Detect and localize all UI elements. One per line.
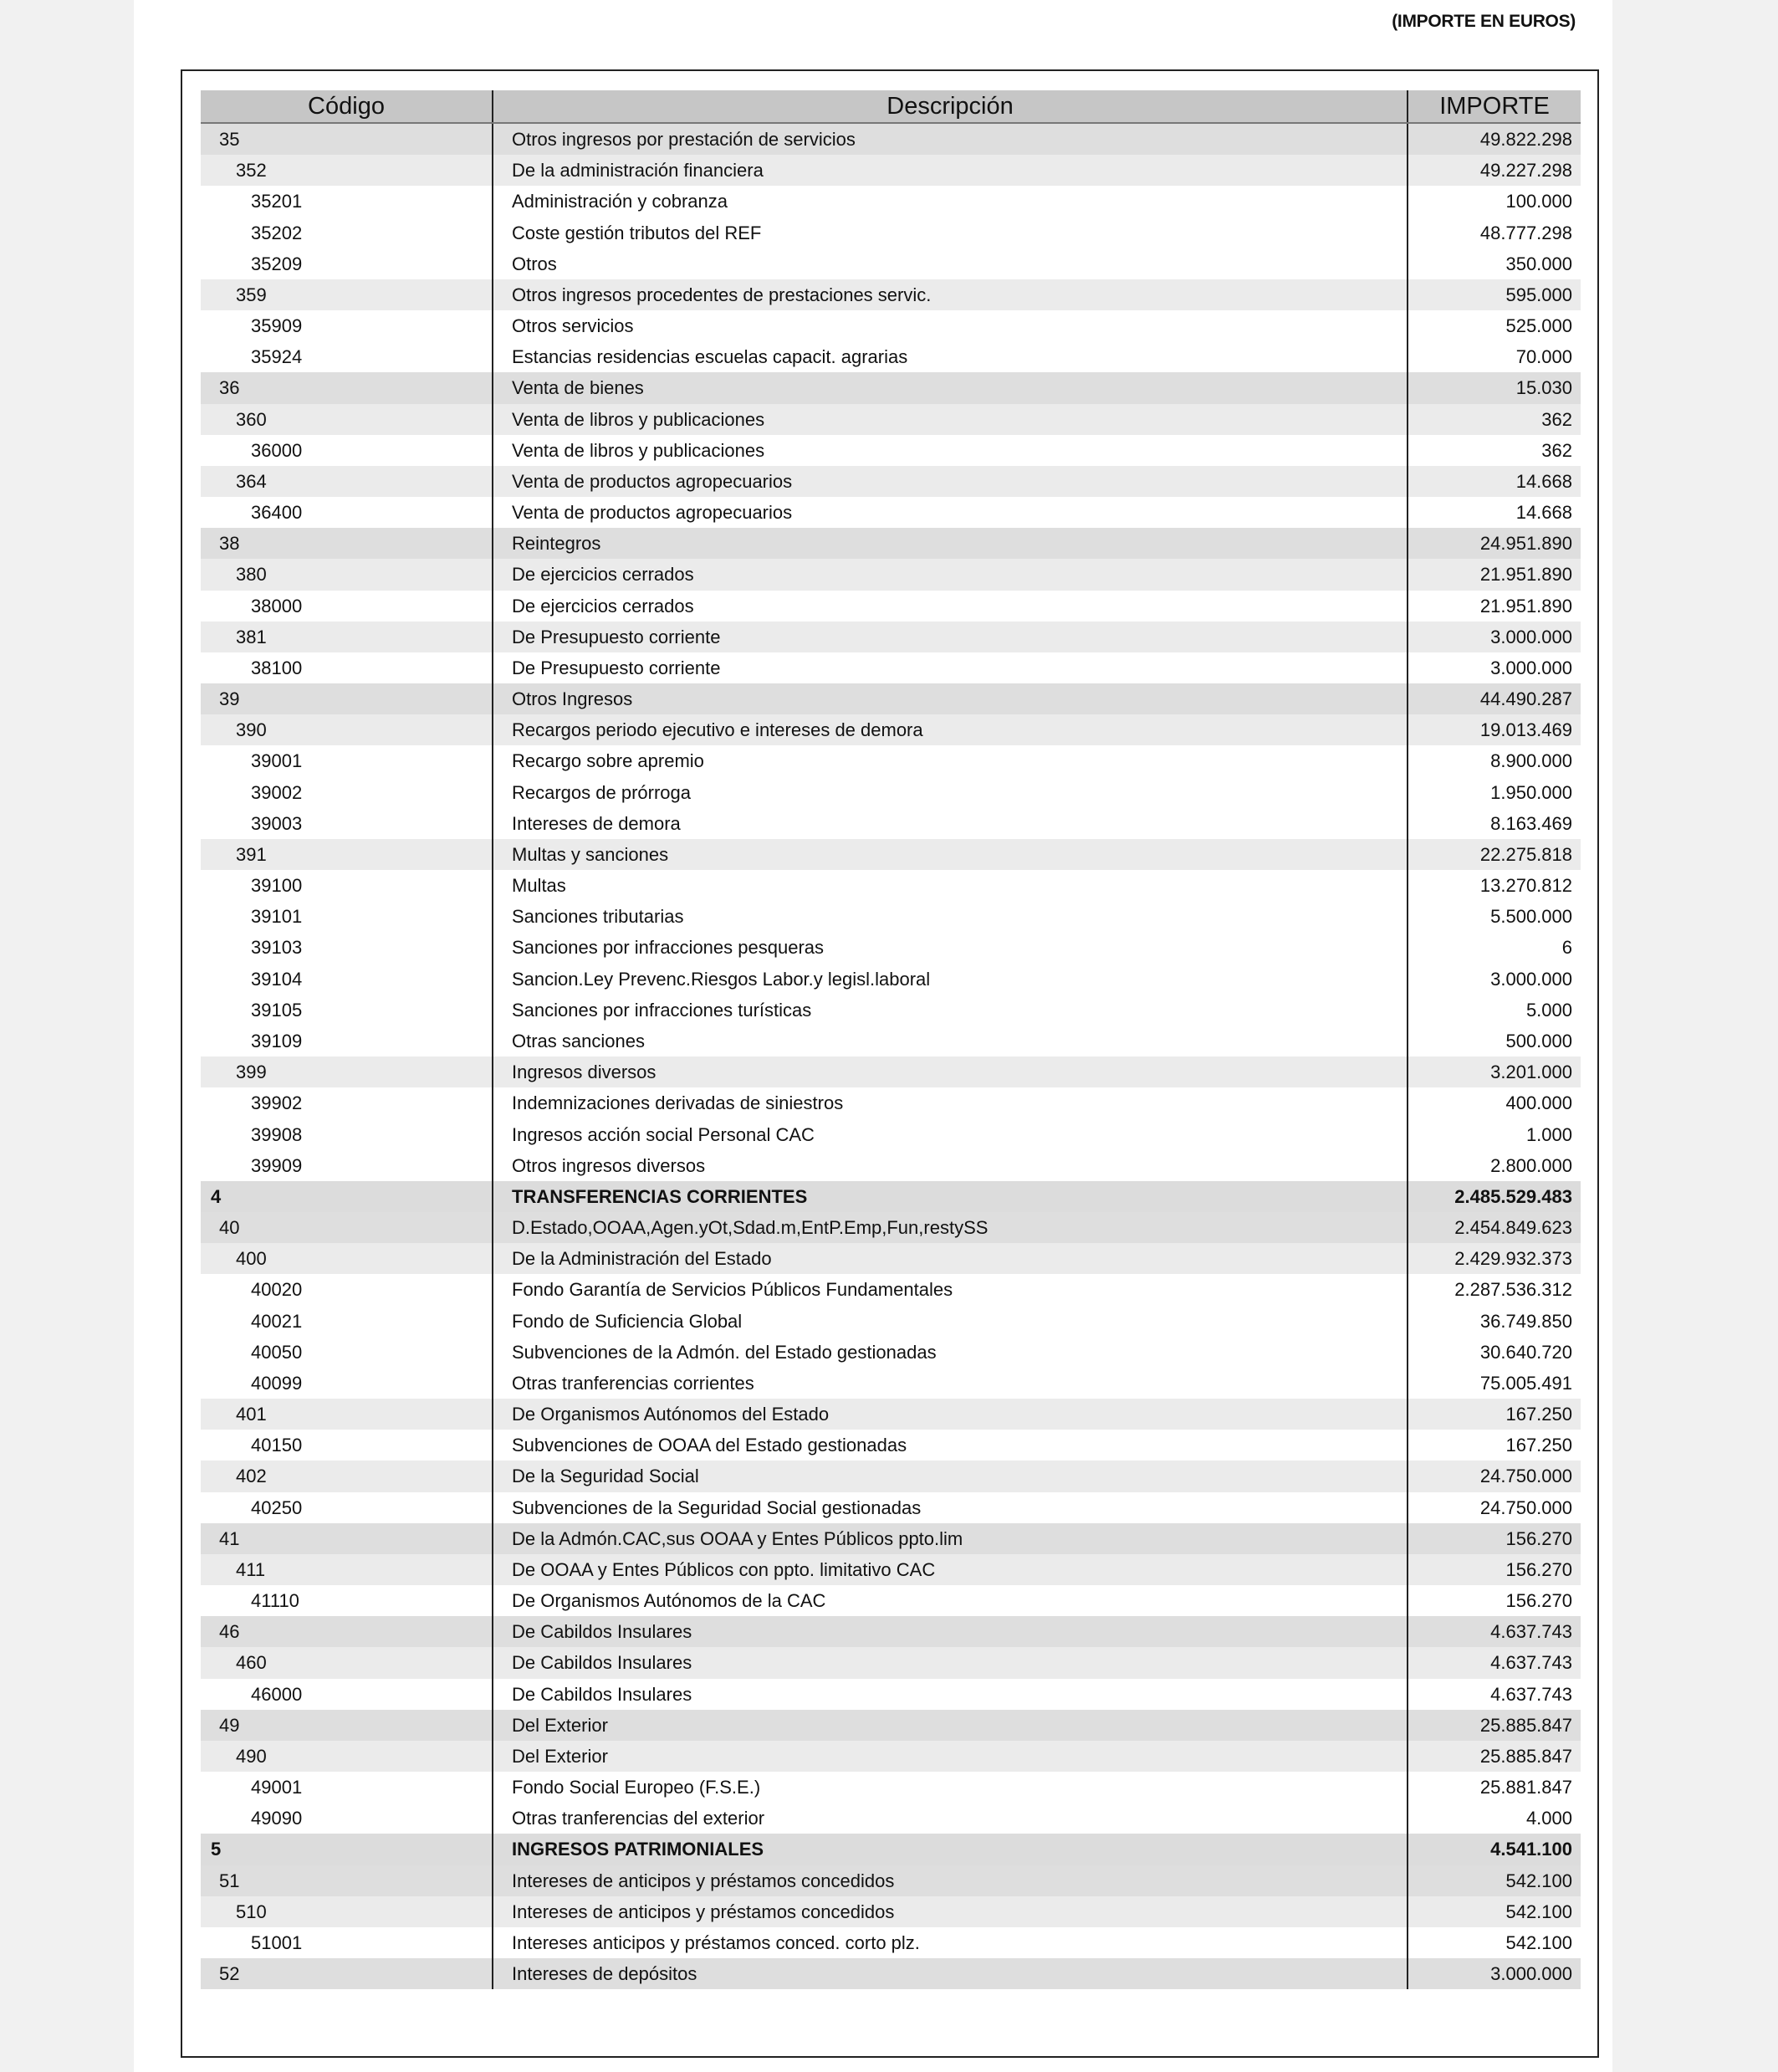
row-amount: 542.100: [1407, 1896, 1581, 1927]
row-description: De ejercicios cerrados: [492, 591, 1407, 622]
table-row: [201, 1337, 1581, 1368]
header-importe: IMPORTE: [1407, 90, 1581, 122]
row-code: 391: [236, 843, 267, 865]
table-row: [201, 777, 1581, 808]
row-amount: 4.637.743: [1407, 1679, 1581, 1710]
row-code: 411: [236, 1558, 266, 1580]
row-amount: 595.000: [1407, 279, 1581, 310]
table-row: [201, 901, 1581, 932]
row-amount: 25.881.847: [1407, 1772, 1581, 1803]
row-amount: 48.777.298: [1407, 217, 1581, 248]
table-row: [201, 186, 1581, 217]
row-code: 401: [236, 1404, 267, 1425]
row-description: Otras tranferencias del exterior: [492, 1803, 1407, 1834]
table-row: [201, 745, 1581, 776]
row-code: 35924: [251, 346, 303, 368]
table-row: [201, 1056, 1581, 1087]
row-description: De Organismos Autónomos de la CAC: [492, 1585, 1407, 1616]
row-amount: 8.900.000: [1407, 745, 1581, 776]
row-description: Coste gestión tributos del REF: [492, 217, 1407, 248]
row-amount: 525.000: [1407, 310, 1581, 341]
row-description: Fondo de Suficiencia Global: [492, 1306, 1407, 1337]
row-description: Sanciones por infracciones turísticas: [492, 995, 1407, 1026]
table-row: [201, 1399, 1581, 1430]
row-description: De la Administración del Estado: [492, 1243, 1407, 1274]
row-description: Otras tranferencias corrientes: [492, 1368, 1407, 1399]
row-amount: 2.800.000: [1407, 1150, 1581, 1181]
row-description: Recargo sobre apremio: [492, 745, 1407, 776]
row-description: Otros ingresos por prestación de servicios: [492, 124, 1407, 155]
row-amount: 19.013.469: [1407, 714, 1581, 745]
table-row: [201, 1212, 1581, 1243]
table-row: [201, 1803, 1581, 1834]
row-description: Multas y sanciones: [492, 839, 1407, 870]
row-amount: 156.270: [1407, 1585, 1581, 1616]
row-description: Sanciones tributarias: [492, 901, 1407, 932]
row-code: 49090: [251, 1808, 303, 1829]
document-page: [134, 0, 1612, 2072]
row-description: Administración y cobranza: [492, 186, 1407, 217]
row-amount: 4.637.743: [1407, 1616, 1581, 1647]
row-amount: 156.270: [1407, 1554, 1581, 1585]
unit-note: (IMPORTE EN EUROS): [1392, 12, 1576, 31]
row-code: 39109: [251, 1030, 303, 1051]
row-code: 35201: [251, 191, 303, 212]
table-row: [201, 497, 1581, 528]
row-description: Venta de libros y publicaciones: [492, 435, 1407, 466]
row-amount: 167.250: [1407, 1430, 1581, 1461]
row-amount: 5.500.000: [1407, 901, 1581, 932]
row-description: Otros Ingresos: [492, 683, 1407, 714]
table-row: [201, 1896, 1581, 1927]
row-amount: 500.000: [1407, 1026, 1581, 1056]
table-row: [201, 870, 1581, 901]
table-row: [201, 248, 1581, 279]
row-amount: 1.950.000: [1407, 777, 1581, 808]
row-amount: 362: [1407, 404, 1581, 435]
row-amount: 24.750.000: [1407, 1461, 1581, 1491]
row-code: 36400: [251, 502, 303, 524]
row-code: 38000: [251, 595, 303, 616]
row-code: 402: [236, 1466, 267, 1487]
row-amount: 2.429.932.373: [1407, 1243, 1581, 1274]
table-row: [201, 1430, 1581, 1461]
row-amount: 362: [1407, 435, 1581, 466]
row-description: Intereses de anticipos y préstamos concedidos: [492, 1896, 1407, 1927]
row-code: 40020: [251, 1279, 303, 1301]
table-row: [201, 932, 1581, 963]
row-description: Venta de productos agropecuarios: [492, 466, 1407, 497]
row-amount: 49.822.298: [1407, 124, 1581, 155]
table-row: [201, 808, 1581, 839]
row-amount: 49.227.298: [1407, 155, 1581, 186]
table-row: [201, 1150, 1581, 1181]
row-code: 39105: [251, 999, 303, 1021]
budget-table: [201, 90, 1581, 1989]
table-header-row: [201, 90, 1581, 124]
row-description: Venta de libros y publicaciones: [492, 404, 1407, 435]
row-description: Intereses anticipos y préstamos conced. corto plz.: [492, 1927, 1407, 1958]
row-code: 38: [219, 533, 240, 555]
row-amount: 44.490.287: [1407, 683, 1581, 714]
row-amount: 3.000.000: [1407, 622, 1581, 652]
row-description: De Organismos Autónomos del Estado: [492, 1399, 1407, 1430]
row-description: Intereses de anticipos y préstamos concedidos: [492, 1865, 1407, 1896]
row-description: Reintegros: [492, 528, 1407, 559]
row-code: 399: [236, 1062, 267, 1083]
table-row: [201, 341, 1581, 372]
row-amount: 13.270.812: [1407, 870, 1581, 901]
row-amount: 3.000.000: [1407, 652, 1581, 683]
table-row: [201, 1306, 1581, 1337]
row-code: 35909: [251, 315, 303, 337]
table-row: [201, 591, 1581, 622]
row-description: INGRESOS PATRIMONIALES: [492, 1834, 1407, 1865]
row-description: Intereses de demora: [492, 808, 1407, 839]
row-description: De Cabildos Insulares: [492, 1616, 1407, 1647]
row-code: 39909: [251, 1154, 303, 1176]
row-description: De Cabildos Insulares: [492, 1647, 1407, 1678]
row-description: Sancion.Ley Prevenc.Riesgos Labor.y legisl.laboral: [492, 964, 1407, 995]
table-row: [201, 124, 1581, 155]
table-row: [201, 683, 1581, 714]
row-code: 35202: [251, 222, 303, 243]
row-amount: 15.030: [1407, 372, 1581, 403]
row-code: 352: [236, 160, 267, 182]
row-code: 46000: [251, 1683, 303, 1705]
table-row: [201, 435, 1581, 466]
row-description: De la administración financiera: [492, 155, 1407, 186]
row-code: 41: [219, 1527, 240, 1549]
row-code: 40150: [251, 1435, 303, 1456]
row-code: 38100: [251, 657, 303, 678]
row-description: D.Estado,OOAA,Agen.yOt,Sdad.m,EntP.Emp,Fun,restySS: [492, 1212, 1407, 1243]
row-amount: 167.250: [1407, 1399, 1581, 1430]
table-row: [201, 217, 1581, 248]
row-description: Subvenciones de la Seguridad Social gestionadas: [492, 1492, 1407, 1523]
row-description: Del Exterior: [492, 1710, 1407, 1741]
row-code: 41110: [251, 1590, 299, 1612]
row-amount: 6: [1407, 932, 1581, 963]
row-code: 39100: [251, 875, 303, 897]
row-description: Subvenciones de OOAA del Estado gestionadas: [492, 1430, 1407, 1461]
row-code: 36: [219, 377, 240, 399]
row-code: 35209: [251, 253, 303, 274]
table-row: [201, 1243, 1581, 1274]
table-row: [201, 652, 1581, 683]
table-row: [201, 310, 1581, 341]
row-amount: 75.005.491: [1407, 1368, 1581, 1399]
row-description: Del Exterior: [492, 1741, 1407, 1772]
row-code: 51001: [251, 1931, 303, 1953]
row-amount: 21.951.890: [1407, 559, 1581, 590]
row-amount: 2.287.536.312: [1407, 1274, 1581, 1305]
row-description: Indemnizaciones derivadas de siniestros: [492, 1087, 1407, 1118]
row-description: De Presupuesto corriente: [492, 622, 1407, 652]
table-row: [201, 1772, 1581, 1803]
row-code: 381: [236, 626, 267, 647]
table-row: [201, 279, 1581, 310]
row-code: 360: [236, 408, 267, 430]
row-amount: 542.100: [1407, 1865, 1581, 1896]
row-description: Sanciones por infracciones pesqueras: [492, 932, 1407, 963]
row-code: 40250: [251, 1496, 303, 1518]
row-amount: 14.668: [1407, 466, 1581, 497]
header-codigo: Código: [308, 93, 385, 120]
row-code: 380: [236, 564, 267, 586]
table-row: [201, 1834, 1581, 1865]
row-code: 40099: [251, 1372, 303, 1394]
row-amount: 1.000: [1407, 1119, 1581, 1150]
table-row: [201, 528, 1581, 559]
row-description: De OOAA y Entes Públicos con ppto. limitativo CAC: [492, 1554, 1407, 1585]
table-row: [201, 1119, 1581, 1150]
row-amount: 3.201.000: [1407, 1056, 1581, 1087]
row-description: Otros ingresos diversos: [492, 1150, 1407, 1181]
table-row: [201, 839, 1581, 870]
row-code: 40021: [251, 1310, 303, 1332]
table-row: [201, 1865, 1581, 1896]
table-row: [201, 1616, 1581, 1647]
row-code: 52: [219, 1963, 240, 1985]
row-description: Estancias residencias escuelas capacit. agrarias: [492, 341, 1407, 372]
row-amount: 8.163.469: [1407, 808, 1581, 839]
table-row: [201, 622, 1581, 652]
row-amount: 25.885.847: [1407, 1710, 1581, 1741]
row-amount: 100.000: [1407, 186, 1581, 217]
row-code: 390: [236, 719, 267, 741]
row-description: De Cabildos Insulares: [492, 1679, 1407, 1710]
row-code: 49: [219, 1714, 240, 1736]
row-amount: 400.000: [1407, 1087, 1581, 1118]
row-code: 490: [236, 1745, 267, 1767]
row-amount: 36.749.850: [1407, 1306, 1581, 1337]
table-row: [201, 1927, 1581, 1958]
table-row: [201, 1523, 1581, 1554]
row-amount: 4.000: [1407, 1803, 1581, 1834]
row-amount: 3.000.000: [1407, 964, 1581, 995]
row-description: TRANSFERENCIAS CORRIENTES: [492, 1181, 1407, 1212]
row-description: Recargos de prórroga: [492, 777, 1407, 808]
table-row: [201, 1368, 1581, 1399]
row-code: 40050: [251, 1341, 303, 1363]
table-body: [201, 124, 1581, 1989]
row-description: Subvenciones de la Admón. del Estado gestionadas: [492, 1337, 1407, 1368]
row-description: De la Seguridad Social: [492, 1461, 1407, 1491]
table-row: [201, 404, 1581, 435]
row-code: 39104: [251, 968, 303, 990]
row-code: 40: [219, 1217, 240, 1239]
table-row: [201, 559, 1581, 590]
table-row: [201, 995, 1581, 1026]
row-amount: 5.000: [1407, 995, 1581, 1026]
row-description: Intereses de depósitos: [492, 1958, 1407, 1989]
row-code: 39002: [251, 781, 303, 803]
row-code: 510: [236, 1901, 267, 1922]
table-row: [201, 1585, 1581, 1616]
row-amount: 156.270: [1407, 1523, 1581, 1554]
row-code: 364: [236, 470, 267, 492]
row-description: Fondo Social Europeo (F.S.E.): [492, 1772, 1407, 1803]
row-description: Otros: [492, 248, 1407, 279]
row-code: 5: [211, 1839, 222, 1860]
row-amount: 4.637.743: [1407, 1647, 1581, 1678]
row-amount: 70.000: [1407, 341, 1581, 372]
row-code: 51: [219, 1870, 240, 1891]
row-amount: 14.668: [1407, 497, 1581, 528]
row-code: 39101: [251, 906, 303, 928]
table-row: [201, 964, 1581, 995]
row-amount: 2.454.849.623: [1407, 1212, 1581, 1243]
header-descripcion: Descripción: [492, 90, 1407, 122]
row-description: Ingresos acción social Personal CAC: [492, 1119, 1407, 1150]
table-row: [201, 1647, 1581, 1678]
row-code: 49001: [251, 1777, 303, 1798]
table-row: [201, 714, 1581, 745]
row-amount: 4.541.100: [1407, 1834, 1581, 1865]
row-code: 46: [219, 1621, 240, 1643]
table-frame: [181, 69, 1599, 2058]
table-row: [201, 1679, 1581, 1710]
row-description: Otras sanciones: [492, 1026, 1407, 1056]
table-row: [201, 372, 1581, 403]
row-amount: 22.275.818: [1407, 839, 1581, 870]
table-row: [201, 1554, 1581, 1585]
row-code: 460: [236, 1652, 267, 1674]
row-amount: 24.951.890: [1407, 528, 1581, 559]
table-row: [201, 1710, 1581, 1741]
table-row: [201, 1026, 1581, 1056]
row-code: 36000: [251, 439, 303, 461]
row-amount: 3.000.000: [1407, 1958, 1581, 1989]
row-code: 400: [236, 1248, 267, 1270]
row-description: Otros servicios: [492, 310, 1407, 341]
row-amount: 24.750.000: [1407, 1492, 1581, 1523]
table-row: [201, 1958, 1581, 1989]
row-amount: 350.000: [1407, 248, 1581, 279]
row-amount: 30.640.720: [1407, 1337, 1581, 1368]
table-row: [201, 466, 1581, 497]
row-amount: 542.100: [1407, 1927, 1581, 1958]
row-description: Otros ingresos procedentes de prestaciones servic.: [492, 279, 1407, 310]
table-row: [201, 1492, 1581, 1523]
row-code: 35: [219, 129, 240, 150]
table-row: [201, 1274, 1581, 1305]
row-amount: 2.485.529.483: [1407, 1181, 1581, 1212]
row-description: Fondo Garantía de Servicios Públicos Fundamentales: [492, 1274, 1407, 1305]
table-row: [201, 1087, 1581, 1118]
table-row: [201, 1181, 1581, 1212]
row-description: De ejercicios cerrados: [492, 559, 1407, 590]
table-row: [201, 155, 1581, 186]
row-code: 4: [211, 1185, 222, 1207]
row-code: 39908: [251, 1123, 303, 1145]
row-description: Ingresos diversos: [492, 1056, 1407, 1087]
row-description: De Presupuesto corriente: [492, 652, 1407, 683]
row-code: 39003: [251, 812, 303, 834]
row-description: Recargos periodo ejecutivo e intereses de demora: [492, 714, 1407, 745]
row-code: 39902: [251, 1092, 303, 1114]
row-code: 359: [236, 284, 267, 305]
row-code: 39001: [251, 750, 303, 772]
row-code: 39103: [251, 937, 303, 959]
row-description: De la Admón.CAC,sus OOAA y Entes Públicos ppto.lim: [492, 1523, 1407, 1554]
row-description: Venta de bienes: [492, 372, 1407, 403]
row-amount: 21.951.890: [1407, 591, 1581, 622]
table-row: [201, 1741, 1581, 1772]
row-amount: 25.885.847: [1407, 1741, 1581, 1772]
table-row: [201, 1461, 1581, 1491]
row-description: Venta de productos agropecuarios: [492, 497, 1407, 528]
row-description: Multas: [492, 870, 1407, 901]
row-code: 39: [219, 688, 240, 710]
